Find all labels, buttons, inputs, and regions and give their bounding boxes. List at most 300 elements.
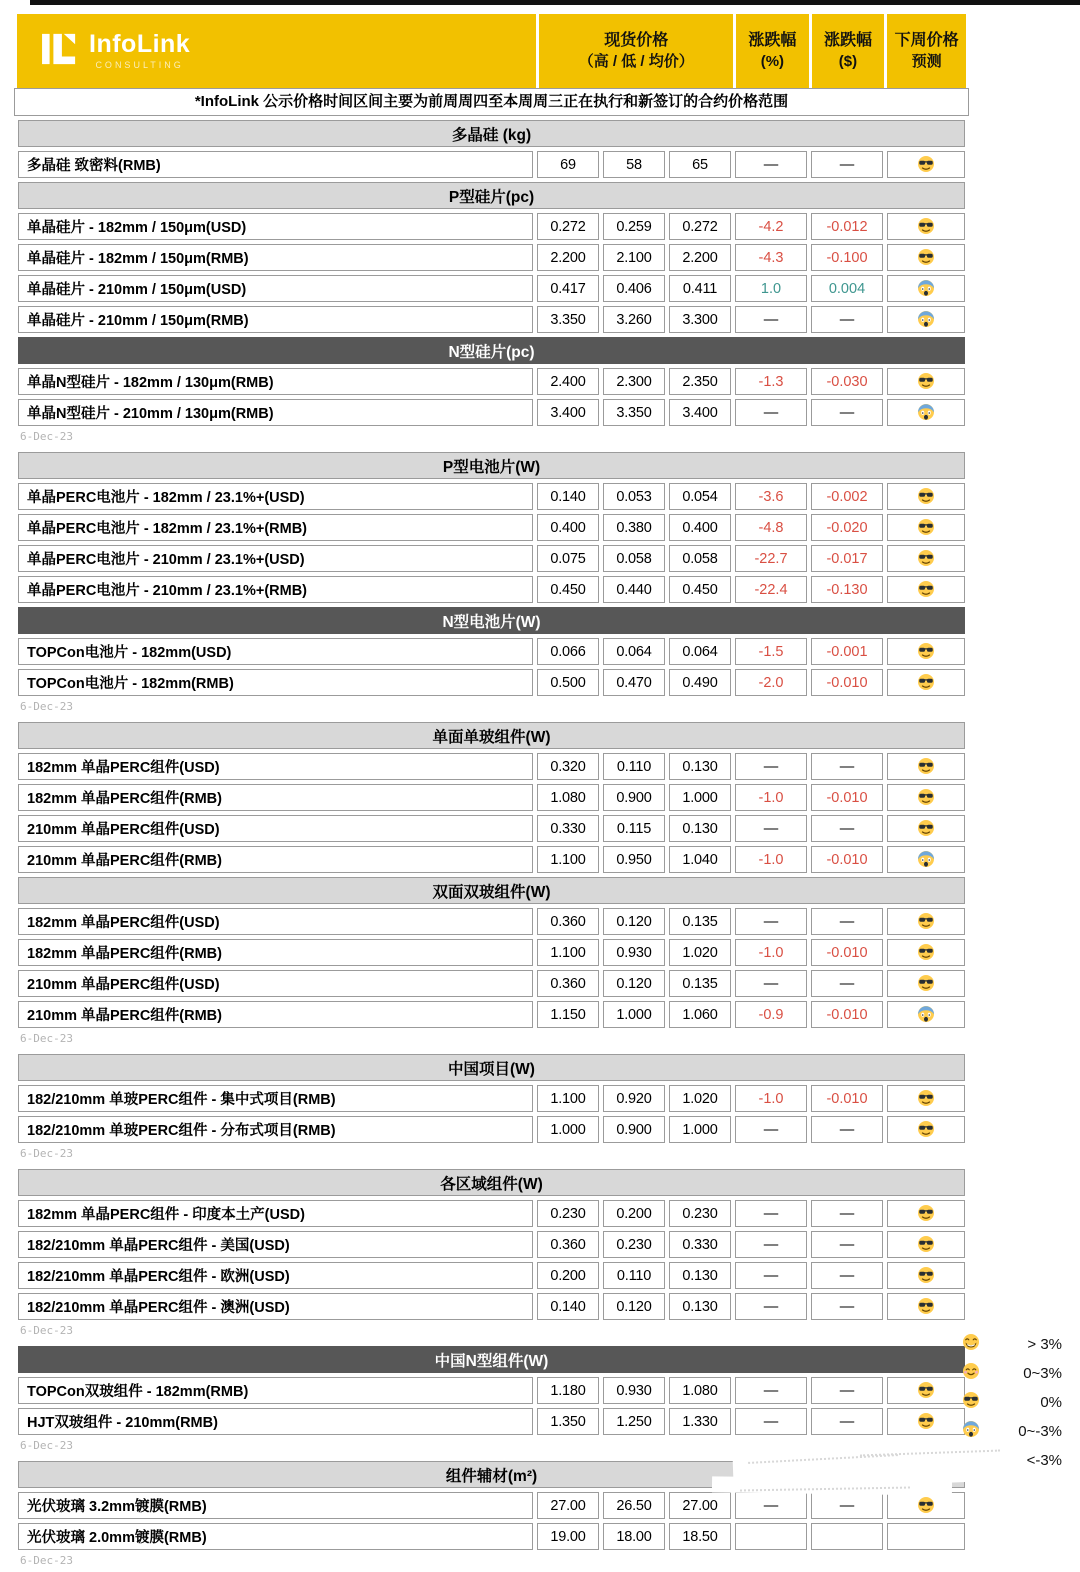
sunglasses-emoji-icon xyxy=(917,758,935,775)
change-pct-cell: — xyxy=(735,1200,807,1227)
date-caption: 6-Dec-23 xyxy=(20,1324,73,1337)
price-high-cell: 0.320 xyxy=(537,753,599,780)
legend-item xyxy=(960,1388,1064,1417)
change-usd-cell: — xyxy=(811,1492,883,1519)
price-avg-cell: 1.000 xyxy=(669,1116,731,1143)
price-avg-cell: 0.058 xyxy=(669,545,731,572)
sunglasses-emoji-icon xyxy=(917,674,935,691)
section-title: P型电池片(W) xyxy=(18,452,965,479)
product-row xyxy=(18,576,965,603)
change-usd-cell: -0.010 xyxy=(811,1001,883,1028)
product-row xyxy=(18,669,965,696)
forecast-cell xyxy=(887,576,965,603)
change-pct-cell: -1.3 xyxy=(735,368,807,395)
change-usd-cell: — xyxy=(811,753,883,780)
price-avg-cell: 0.411 xyxy=(669,275,731,302)
forecast-cell xyxy=(887,846,965,873)
disclaimer-note: *InfoLink 公示价格时间区间主要为前周周四至本周周三正在执行和新签订的合约价格范围 xyxy=(14,88,969,116)
legend-label: 0~-3% xyxy=(1018,1423,1062,1440)
product-row xyxy=(18,1293,965,1320)
product-name-cell: 210mm 单晶PERC组件(RMB) xyxy=(18,846,533,873)
section-title: 双面双玻组件(W) xyxy=(18,877,965,904)
forecast-cell xyxy=(887,638,965,665)
price-high-cell: 1.350 xyxy=(537,1408,599,1435)
price-high-cell: 19.00 xyxy=(537,1523,599,1550)
sunglasses-emoji-icon xyxy=(917,944,935,961)
product-row xyxy=(18,1492,965,1519)
legend-item xyxy=(960,1417,1064,1446)
price-avg-cell: 1.060 xyxy=(669,1001,731,1028)
price-low-cell: 1.250 xyxy=(603,1408,665,1435)
price-avg-cell: 0.330 xyxy=(669,1231,731,1258)
section-header-row xyxy=(18,1169,965,1196)
forecast-cell xyxy=(887,244,965,271)
price-low-cell: 0.440 xyxy=(603,576,665,603)
product-name-cell: 单晶N型硅片 - 210mm / 130μm(RMB) xyxy=(18,399,533,426)
price-table-group-5 xyxy=(14,1165,969,1338)
price-low-cell: 0.406 xyxy=(603,275,665,302)
change-usd-cell: -0.012 xyxy=(811,213,883,240)
forecast-cell xyxy=(887,1262,965,1289)
product-name-cell: TOPCon双玻组件 - 182mm(RMB) xyxy=(18,1377,533,1404)
scream-emoji-icon xyxy=(917,851,935,868)
change-pct-cell: — xyxy=(735,908,807,935)
section-title: N型硅片(pc) xyxy=(18,337,965,364)
product-row xyxy=(18,1377,965,1404)
price-low-cell: 0.064 xyxy=(603,638,665,665)
price-avg-cell: 0.054 xyxy=(669,483,731,510)
price-high-cell: 0.200 xyxy=(537,1262,599,1289)
section-title: P型硅片(pc) xyxy=(18,182,965,209)
legend-label: > 3% xyxy=(1027,1336,1062,1353)
change-pct-cell: 1.0 xyxy=(735,275,807,302)
sunglasses-emoji-icon xyxy=(917,1382,935,1399)
price-high-cell: 2.200 xyxy=(537,244,599,271)
price-low-cell: 0.115 xyxy=(603,815,665,842)
forecast-cell xyxy=(887,483,965,510)
sunglasses-emoji-icon xyxy=(917,1121,935,1138)
price-low-cell: 3.260 xyxy=(603,306,665,333)
product-row xyxy=(18,275,965,302)
sunglasses-emoji-icon xyxy=(917,1267,935,1284)
change-pct-cell: — xyxy=(735,753,807,780)
sunglasses-emoji-icon xyxy=(917,1236,935,1253)
sunglasses-emoji-icon xyxy=(917,488,935,505)
legend-label: 0~3% xyxy=(1023,1365,1062,1382)
price-low-cell: 0.900 xyxy=(603,1116,665,1143)
price-avg-cell: 0.130 xyxy=(669,1262,731,1289)
price-high-cell: 1.100 xyxy=(537,939,599,966)
price-avg-cell: 18.50 xyxy=(669,1523,731,1550)
price-low-cell: 0.930 xyxy=(603,939,665,966)
price-low-cell: 2.300 xyxy=(603,368,665,395)
forecast-cell xyxy=(887,514,965,541)
price-avg-cell: 0.272 xyxy=(669,213,731,240)
forecast-cell xyxy=(887,306,965,333)
price-low-cell: 0.470 xyxy=(603,669,665,696)
forecast-cell xyxy=(887,545,965,572)
brand-subtitle: CONSULTING xyxy=(95,60,184,70)
sunglasses-emoji-icon xyxy=(917,1298,935,1315)
product-row xyxy=(18,939,965,966)
price-high-cell: 0.140 xyxy=(537,1293,599,1320)
change-usd-cell xyxy=(811,1523,883,1550)
price-avg-cell: 0.130 xyxy=(669,1293,731,1320)
price-high-cell: 0.066 xyxy=(537,638,599,665)
change-pct-cell: — xyxy=(735,970,807,997)
price-low-cell: 0.380 xyxy=(603,514,665,541)
forecast-cell xyxy=(887,275,965,302)
change-pct-cell: — xyxy=(735,1492,807,1519)
product-name-cell: 单晶PERC电池片 - 210mm / 23.1%+(RMB) xyxy=(18,576,533,603)
price-avg-cell: 65 xyxy=(669,151,731,178)
smile-emoji-icon xyxy=(962,1362,980,1385)
product-row xyxy=(18,244,965,271)
price-table xyxy=(14,1342,969,1439)
price-low-cell: 18.00 xyxy=(603,1523,665,1550)
section-header-row xyxy=(18,452,965,479)
change-usd-cell: -0.010 xyxy=(811,669,883,696)
price-low-cell: 58 xyxy=(603,151,665,178)
product-row xyxy=(18,638,965,665)
product-name-cell: 多晶硅 致密料(RMB) xyxy=(18,151,533,178)
price-avg-cell: 1.020 xyxy=(669,939,731,966)
product-name-cell: 210mm 单晶PERC组件(USD) xyxy=(18,815,533,842)
sunglasses-emoji-icon xyxy=(917,789,935,806)
product-name-cell: 210mm 单晶PERC组件(USD) xyxy=(18,970,533,997)
product-name-cell: TOPCon电池片 - 182mm(RMB) xyxy=(18,669,533,696)
price-tables xyxy=(14,116,969,1568)
change-usd-cell: -0.010 xyxy=(811,846,883,873)
brand-name: InfoLink xyxy=(89,30,191,58)
change-usd-cell: — xyxy=(811,1116,883,1143)
price-low-cell: 0.930 xyxy=(603,1377,665,1404)
price-high-cell: 0.140 xyxy=(537,483,599,510)
price-avg-cell: 0.230 xyxy=(669,1200,731,1227)
price-high-cell: 0.075 xyxy=(537,545,599,572)
top-divider-bar xyxy=(30,0,1080,5)
change-pct-cell: — xyxy=(735,1116,807,1143)
forecast-cell xyxy=(887,1231,965,1258)
price-low-cell: 0.920 xyxy=(603,1085,665,1112)
sunglasses-emoji-icon xyxy=(917,1205,935,1222)
price-low-cell: 0.200 xyxy=(603,1200,665,1227)
product-row xyxy=(18,483,965,510)
price-high-cell: 1.100 xyxy=(537,846,599,873)
sunglasses-emoji-icon xyxy=(962,1391,980,1414)
change-usd-cell: -0.010 xyxy=(811,784,883,811)
price-avg-cell: 0.130 xyxy=(669,753,731,780)
product-row xyxy=(18,1116,965,1143)
price-low-cell: 0.120 xyxy=(603,908,665,935)
price-avg-cell: 1.040 xyxy=(669,846,731,873)
change-pct-cell: -1.0 xyxy=(735,939,807,966)
forecast-cell xyxy=(887,784,965,811)
forecast-cell xyxy=(887,669,965,696)
change-usd-cell: — xyxy=(811,970,883,997)
change-pct-cell: — xyxy=(735,815,807,842)
change-usd-cell: — xyxy=(811,399,883,426)
price-high-cell: 0.360 xyxy=(537,908,599,935)
price-high-cell: 1.000 xyxy=(537,1116,599,1143)
sunglasses-emoji-icon xyxy=(917,820,935,837)
change-pct-cell: -1.5 xyxy=(735,638,807,665)
price-table-group-6 xyxy=(14,1342,969,1453)
price-avg-cell: 1.020 xyxy=(669,1085,731,1112)
price-low-cell: 0.259 xyxy=(603,213,665,240)
price-table-group-3 xyxy=(14,718,969,1046)
price-high-cell: 0.500 xyxy=(537,669,599,696)
price-low-cell: 0.058 xyxy=(603,545,665,572)
date-caption: 6-Dec-23 xyxy=(20,1439,73,1452)
product-row xyxy=(18,545,965,572)
sunglasses-emoji-icon xyxy=(917,1497,935,1514)
price-low-cell: 0.053 xyxy=(603,483,665,510)
column-header-forecast: 下周价格 预测 xyxy=(887,14,966,88)
legend-label: 0% xyxy=(1040,1394,1062,1411)
change-pct-cell: -22.7 xyxy=(735,545,807,572)
section-title: 各区域组件(W) xyxy=(18,1169,965,1196)
forecast-cell xyxy=(887,151,965,178)
price-table-group-4 xyxy=(14,1050,969,1161)
price-high-cell: 0.330 xyxy=(537,815,599,842)
product-row xyxy=(18,1408,965,1435)
product-row xyxy=(18,908,965,935)
price-table-group-1 xyxy=(14,116,969,444)
price-high-cell: 1.100 xyxy=(537,1085,599,1112)
forecast-cell xyxy=(887,1408,965,1435)
price-high-cell: 0.360 xyxy=(537,1231,599,1258)
price-avg-cell: 1.000 xyxy=(669,784,731,811)
section-header-row xyxy=(18,120,965,147)
price-bulletin xyxy=(14,14,969,1572)
product-row xyxy=(18,213,965,240)
change-usd-cell: -0.010 xyxy=(811,939,883,966)
sunglasses-emoji-icon xyxy=(917,519,935,536)
change-pct-cell: — xyxy=(735,399,807,426)
change-pct-cell: — xyxy=(735,1377,807,1404)
section-header-row xyxy=(18,722,965,749)
forecast-cell xyxy=(887,1293,965,1320)
price-low-cell: 0.110 xyxy=(603,753,665,780)
change-pct-cell: — xyxy=(735,151,807,178)
section-title: 中国项目(W) xyxy=(18,1054,965,1081)
product-row xyxy=(18,784,965,811)
change-pct-cell: -2.0 xyxy=(735,669,807,696)
date-caption: 6-Dec-23 xyxy=(20,430,73,443)
price-low-cell: 26.50 xyxy=(603,1492,665,1519)
column-header-spot-price: 现货价格 （高 / 低 / 均价） xyxy=(539,14,733,88)
forecast-cell xyxy=(887,939,965,966)
product-name-cell: TOPCon电池片 - 182mm(USD) xyxy=(18,638,533,665)
product-row xyxy=(18,1085,965,1112)
price-low-cell: 3.350 xyxy=(603,399,665,426)
change-usd-cell: -0.030 xyxy=(811,368,883,395)
price-high-cell: 1.180 xyxy=(537,1377,599,1404)
section-title: 单面单玻组件(W) xyxy=(18,722,965,749)
price-avg-cell: 0.450 xyxy=(669,576,731,603)
legend-label: <-3% xyxy=(1026,1452,1062,1469)
forecast-cell xyxy=(887,753,965,780)
date-caption: 6-Dec-23 xyxy=(20,1032,73,1045)
infolink-logo-icon xyxy=(41,32,79,71)
price-table xyxy=(14,1050,969,1147)
price-avg-cell: 27.00 xyxy=(669,1492,731,1519)
price-high-cell: 3.400 xyxy=(537,399,599,426)
product-name-cell: 单晶PERC电池片 - 182mm / 23.1%+(RMB) xyxy=(18,514,533,541)
change-usd-cell: — xyxy=(811,1293,883,1320)
price-high-cell: 0.417 xyxy=(537,275,599,302)
price-avg-cell: 0.135 xyxy=(669,970,731,997)
price-low-cell: 0.900 xyxy=(603,784,665,811)
product-row xyxy=(18,514,965,541)
product-row xyxy=(18,306,965,333)
price-avg-cell: 0.130 xyxy=(669,815,731,842)
price-avg-cell: 3.300 xyxy=(669,306,731,333)
price-low-cell: 0.120 xyxy=(603,1293,665,1320)
price-avg-cell: 1.330 xyxy=(669,1408,731,1435)
sunglasses-emoji-icon xyxy=(917,643,935,660)
price-avg-cell: 0.400 xyxy=(669,514,731,541)
change-usd-cell: -0.100 xyxy=(811,244,883,271)
section-header-row xyxy=(18,182,965,209)
column-header-change-pct: 涨跌幅 (%) xyxy=(736,14,809,88)
product-name-cell: 单晶PERC电池片 - 210mm / 23.1%+(USD) xyxy=(18,545,533,572)
change-pct-cell: -1.0 xyxy=(735,784,807,811)
change-pct-cell: — xyxy=(735,306,807,333)
sunglasses-emoji-icon xyxy=(917,249,935,266)
scream-emoji-icon xyxy=(917,311,935,328)
price-avg-cell: 0.490 xyxy=(669,669,731,696)
change-usd-cell: — xyxy=(811,1408,883,1435)
product-name-cell: 182/210mm 单玻PERC组件 - 集中式项目(RMB) xyxy=(18,1085,533,1112)
change-usd-cell: — xyxy=(811,815,883,842)
product-row xyxy=(18,399,965,426)
header-band xyxy=(14,14,969,88)
legend-item xyxy=(960,1330,1064,1359)
column-header-change-usd: 涨跌幅 ($) xyxy=(812,14,885,88)
price-low-cell: 1.000 xyxy=(603,1001,665,1028)
sunglasses-emoji-icon xyxy=(917,373,935,390)
date-caption: 6-Dec-23 xyxy=(20,1554,73,1567)
sunglasses-emoji-icon xyxy=(917,156,935,173)
product-name-cell: 单晶硅片 - 182mm / 150μm(RMB) xyxy=(18,244,533,271)
legend-item xyxy=(960,1359,1064,1388)
price-low-cell: 0.950 xyxy=(603,846,665,873)
change-pct-cell xyxy=(735,1523,807,1550)
forecast-cell xyxy=(887,213,965,240)
section-title: 组件辅材(m²) xyxy=(18,1461,965,1488)
price-table-group-2 xyxy=(14,448,969,714)
forecast-cell xyxy=(887,908,965,935)
price-high-cell: 1.150 xyxy=(537,1001,599,1028)
product-name-cell: 182/210mm 单玻PERC组件 - 分布式项目(RMB) xyxy=(18,1116,533,1143)
change-usd-cell: -0.130 xyxy=(811,576,883,603)
sunglasses-emoji-icon xyxy=(917,913,935,930)
change-pct-cell: — xyxy=(735,1408,807,1435)
change-pct-cell: -1.0 xyxy=(735,1085,807,1112)
forecast-cell xyxy=(887,815,965,842)
change-usd-cell: -0.020 xyxy=(811,514,883,541)
product-row xyxy=(18,1262,965,1289)
product-name-cell: 单晶硅片 - 210mm / 150μm(USD) xyxy=(18,275,533,302)
price-high-cell: 0.400 xyxy=(537,514,599,541)
product-name-cell: 182mm 单晶PERC组件(USD) xyxy=(18,908,533,935)
forecast-cell xyxy=(887,399,965,426)
product-name-cell: HJT双玻组件 - 210mm(RMB) xyxy=(18,1408,533,1435)
grin-emoji-icon xyxy=(962,1333,980,1356)
scream-emoji-icon xyxy=(962,1420,980,1443)
scream-emoji-icon xyxy=(917,280,935,297)
product-name-cell: 单晶PERC电池片 - 182mm / 23.1%+(USD) xyxy=(18,483,533,510)
change-pct-cell: -4.2 xyxy=(735,213,807,240)
price-high-cell: 27.00 xyxy=(537,1492,599,1519)
product-row xyxy=(18,1231,965,1258)
product-row xyxy=(18,368,965,395)
forecast-cell xyxy=(887,368,965,395)
product-name-cell: 182mm 单晶PERC组件(RMB) xyxy=(18,784,533,811)
product-name-cell: 182mm 单晶PERC组件(RMB) xyxy=(18,939,533,966)
price-avg-cell: 0.064 xyxy=(669,638,731,665)
product-name-cell: 182/210mm 单晶PERC组件 - 澳洲(USD) xyxy=(18,1293,533,1320)
price-table xyxy=(14,448,969,700)
price-avg-cell: 0.135 xyxy=(669,908,731,935)
forecast-cell xyxy=(887,1377,965,1404)
forecast-cell xyxy=(887,1116,965,1143)
product-name-cell: 210mm 单晶PERC组件(RMB) xyxy=(18,1001,533,1028)
price-avg-cell: 2.350 xyxy=(669,368,731,395)
product-row xyxy=(18,753,965,780)
product-name-cell: 单晶硅片 - 210mm / 150μm(RMB) xyxy=(18,306,533,333)
price-low-cell: 0.230 xyxy=(603,1231,665,1258)
scream-emoji-icon xyxy=(917,404,935,421)
change-pct-cell: — xyxy=(735,1293,807,1320)
section-header-row xyxy=(18,607,965,634)
product-name-cell: 光伏玻璃 2.0mm镀膜(RMB) xyxy=(18,1523,533,1550)
change-usd-cell: — xyxy=(811,306,883,333)
price-low-cell: 0.110 xyxy=(603,1262,665,1289)
price-table xyxy=(14,1165,969,1324)
change-pct-cell: -4.3 xyxy=(735,244,807,271)
forecast-cell xyxy=(887,970,965,997)
change-usd-cell: — xyxy=(811,151,883,178)
section-title: 中国N型组件(W) xyxy=(18,1346,965,1373)
change-pct-cell: — xyxy=(735,1262,807,1289)
section-header-row xyxy=(18,1346,965,1373)
date-caption: 6-Dec-23 xyxy=(20,1147,73,1160)
forecast-cell xyxy=(887,1001,965,1028)
scream-emoji-icon xyxy=(917,1006,935,1023)
sunglasses-emoji-icon xyxy=(917,550,935,567)
change-pct-cell: -22.4 xyxy=(735,576,807,603)
price-high-cell: 0.272 xyxy=(537,213,599,240)
change-usd-cell: — xyxy=(811,1377,883,1404)
product-name-cell: 182/210mm 单晶PERC组件 - 美国(USD) xyxy=(18,1231,533,1258)
change-usd-cell: — xyxy=(811,908,883,935)
product-row xyxy=(18,815,965,842)
change-usd-cell: -0.001 xyxy=(811,638,883,665)
change-usd-cell: -0.017 xyxy=(811,545,883,572)
section-title: 多晶硅 (kg) xyxy=(18,120,965,147)
change-pct-cell: -1.0 xyxy=(735,846,807,873)
product-row xyxy=(18,970,965,997)
section-header-row xyxy=(18,337,965,364)
section-header-row xyxy=(18,877,965,904)
change-pct-cell: -0.9 xyxy=(735,1001,807,1028)
date-caption: 6-Dec-23 xyxy=(20,700,73,713)
product-name-cell: 182/210mm 单晶PERC组件 - 欧洲(USD) xyxy=(18,1262,533,1289)
change-usd-cell: — xyxy=(811,1262,883,1289)
